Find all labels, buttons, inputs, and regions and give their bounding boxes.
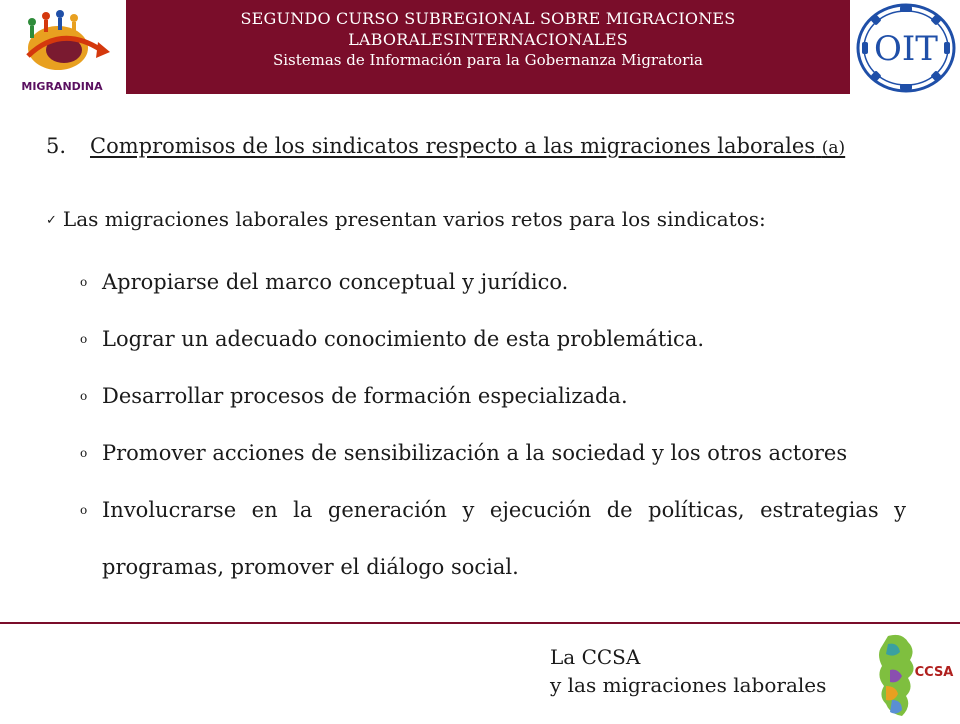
banner-line-3: Sistemas de Información para la Gobernanza Migratoria [272, 51, 704, 69]
header-banner [126, 0, 850, 94]
list-item: o Lograr un adecuado conocimiento de esta problemática. [80, 311, 906, 368]
list-item: o Apropiarse del marco conceptual y jurídico. [80, 254, 906, 311]
intro-line [46, 207, 766, 231]
footer-divider [0, 622, 960, 624]
challenges-list [80, 254, 906, 596]
section-title-text: Compromisos de los sindicatos respecto a las migraciones laborales (a) [90, 134, 846, 158]
bullet-icon: o [80, 275, 88, 289]
oit-logo [852, 2, 960, 94]
section-suffix: (a) [821, 138, 846, 158]
section-title [46, 134, 845, 158]
bullet-icon: o [80, 389, 88, 403]
oit-logo-text: OIT [874, 29, 938, 69]
list-item: o Involucrarse en la generación y ejecución de políticas, estrategias y programas, promover el diálogo social. [80, 482, 906, 596]
bullet-icon: o [80, 503, 88, 517]
check-icon: ✓ [46, 213, 57, 228]
banner-line-2: LABORALESINTERNACIONALES [348, 30, 628, 49]
migrandina-logo [6, 4, 118, 96]
list-item: o Promover acciones de sensibilización a la sociedad y los otros actores [80, 425, 906, 482]
intro-text: Las migraciones laborales presentan varios retos para los sindicatos: [62, 207, 766, 231]
list-item: o Desarrollar procesos de formación especializada. [80, 368, 906, 425]
migrandina-logo-text: MIGRANDINA [21, 80, 103, 93]
footer-line-1: La CCSA [550, 645, 641, 669]
ccsa-map-logo [868, 630, 960, 720]
bullet-icon: o [80, 332, 88, 346]
ccsa-logo-text: CCSA [914, 665, 954, 680]
footer-text [550, 643, 826, 699]
bullet-icon: o [80, 446, 88, 460]
banner-line-1: SEGUNDO CURSO SUBREGIONAL SOBRE MIGRACIONES [240, 9, 736, 28]
section-number: 5. [46, 134, 67, 158]
footer-line-2: y las migraciones laborales [550, 673, 827, 697]
